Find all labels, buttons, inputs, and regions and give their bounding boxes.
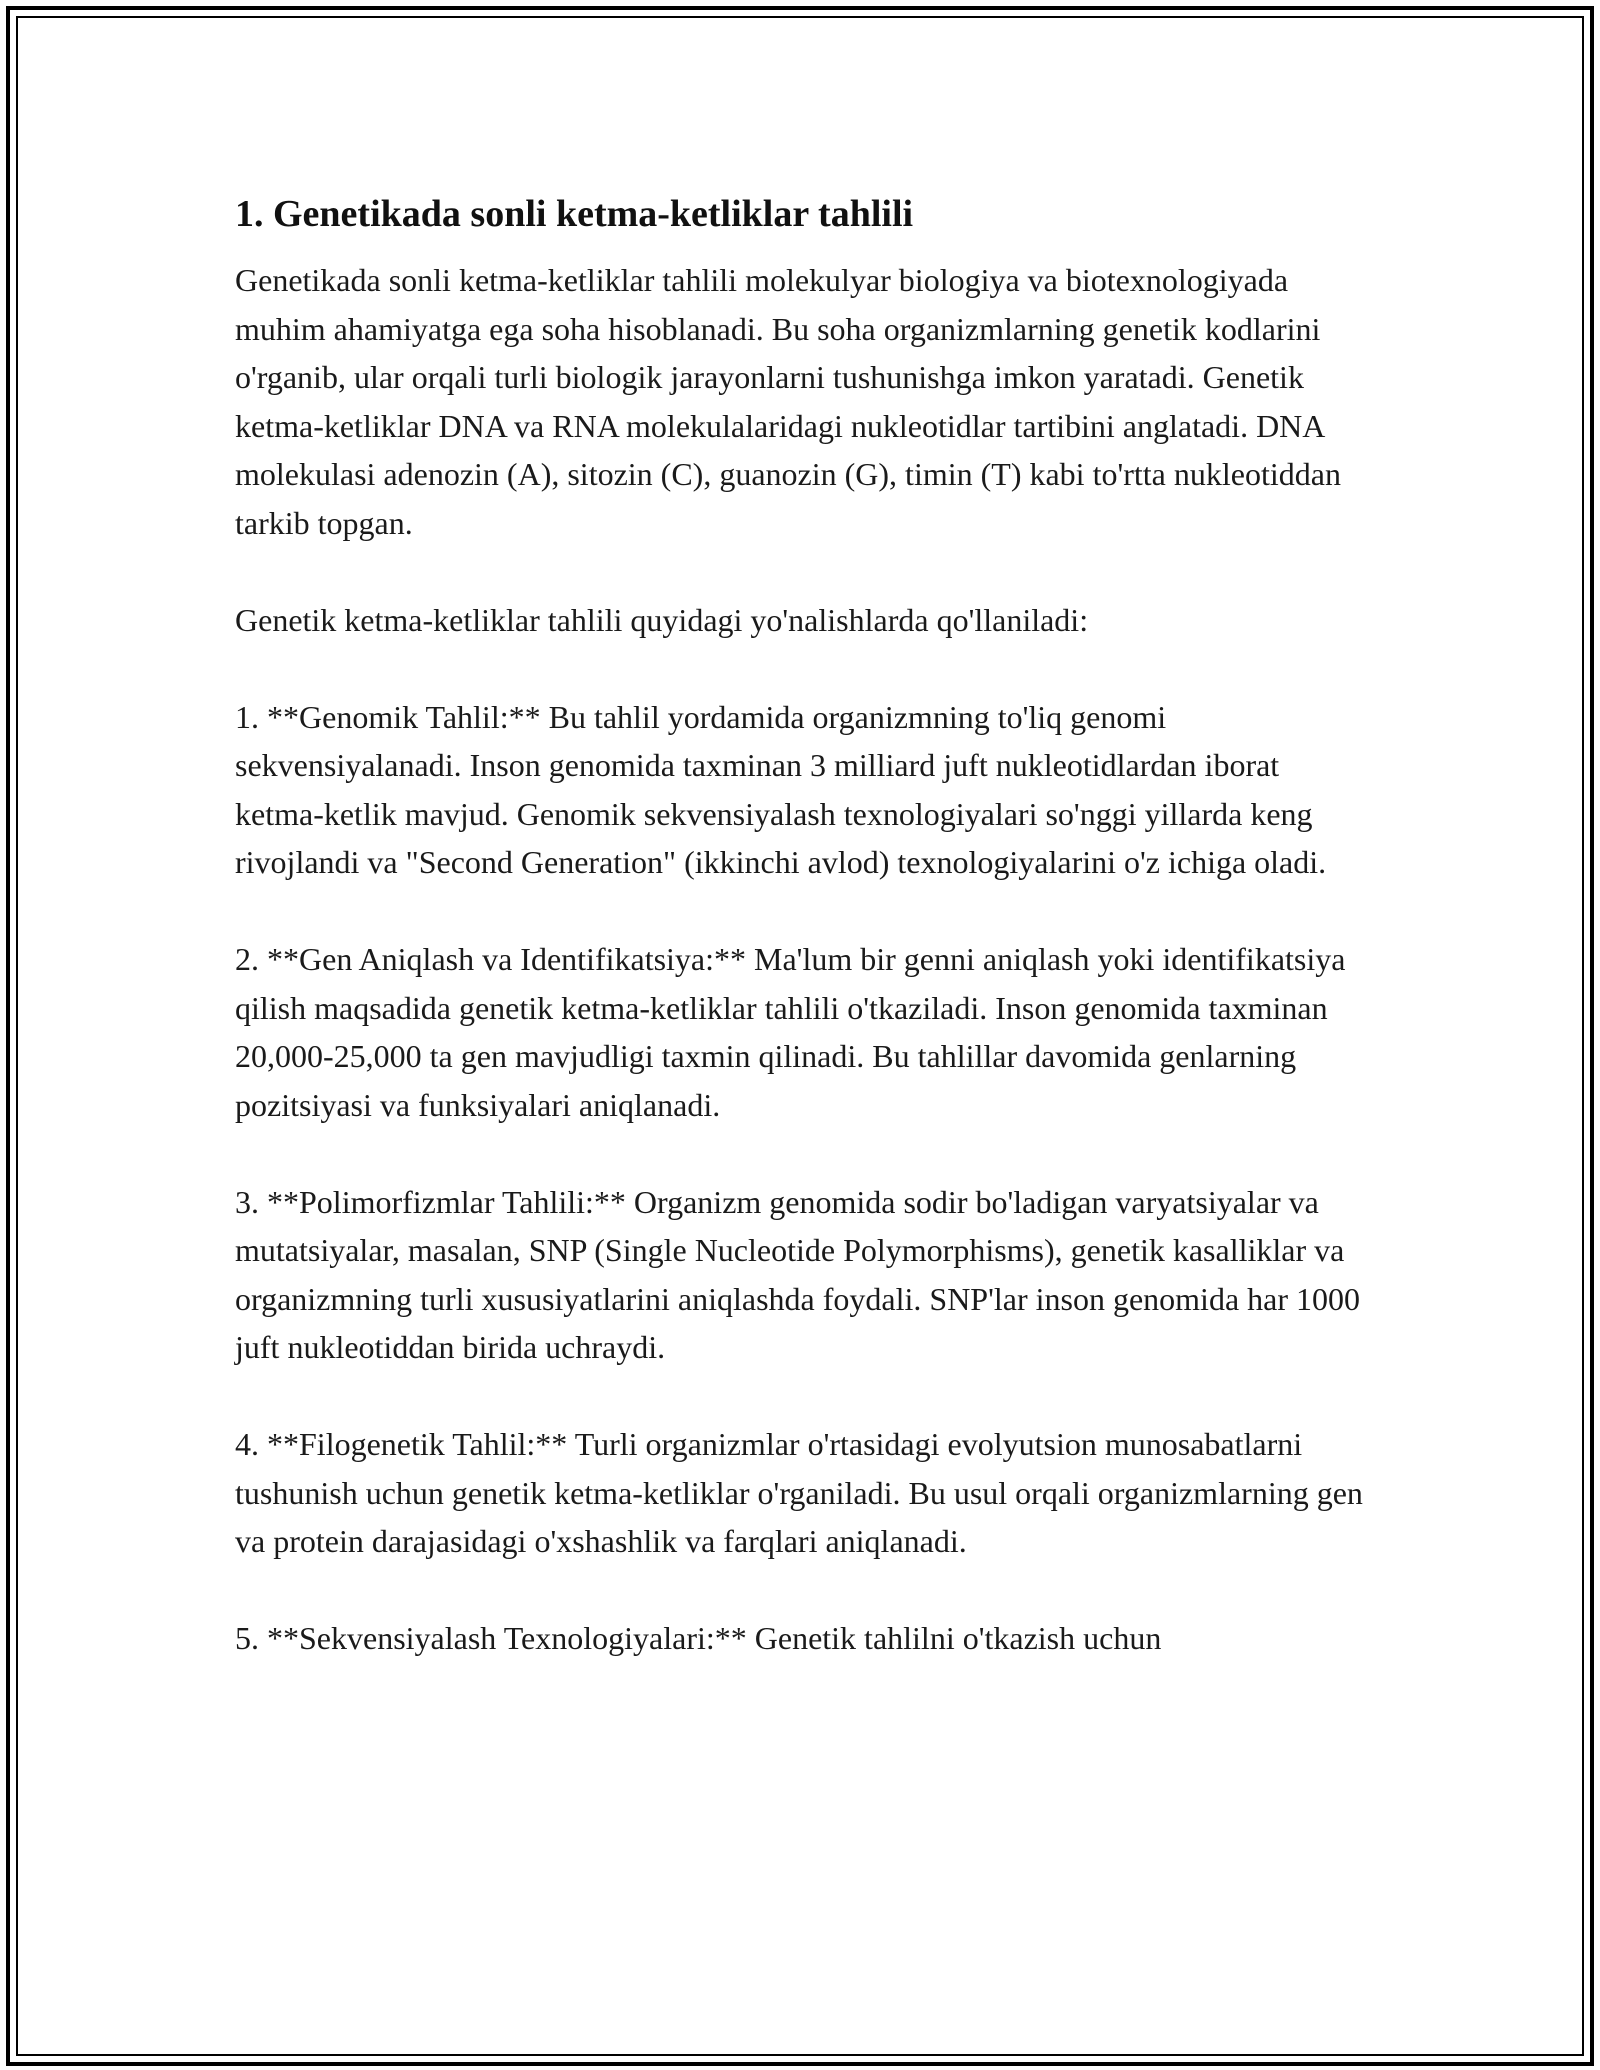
document-body xyxy=(235,188,1370,1663)
paragraph-intro: Genetikada sonli ketma-ketliklar tahlili molekulyar biologiya va biotexnologiyada muhim ahamiyatga ega soha hisoblanadi. Bu soha organizmlarning genetik kodlarini o'rganib, ular orqali turli biologik jarayonlarni tushunishga imkon yaratadi. Genetik ketma-ketliklar DNA va RNA molekulalaridagi nukleotidlar tartibini anglatadi. DNA molekulasi adenozin (A), sitozin (C), guanozin (G), timin (T) kabi to'rtta nukleotiddan tarkib topgan. xyxy=(235,262,1341,541)
list-item-gene-identification: 2. **Gen Aniqlash va Identifikatsiya:** Ma'lum bir genni aniqlash yoki identifikatsiya qilish maqsadida genetik ketma-ketliklar tahlili o'tkaziladi. Inson genomida taxminan 20,000-25,000 ta gen mavjudligi taxmin qilinadi. Bu tahlillar davomida genlarning pozitsiyasi va funksiyalari aniqlanadi. xyxy=(235,941,1346,1123)
list-item-polymorphism-analysis: 3. **Polimorfizmlar Tahlili:** Organizm genomida sodir bo'ladigan varyatsiyalar va mutatsiyalar, masalan, SNP (Single Nucleotide Polymorphisms), genetik kasalliklar va organizmning turli xususiyatlarini aniqlashda foydali. SNP'lar inson genomida har 1000 juft nukleotiddan birida uchraydi. xyxy=(235,1183,1360,1365)
list-item-phylogenetic-analysis: 4. **Filogenetik Tahlil:** Turli organizmlar o'rtasidagi evolyutsion munosabatlarni tushunish uchun genetik ketma-ketliklar o'rganiladi. Bu usul orqali organizmlarning gen va protein darajasidagi o'xshashlik va farqlari aniqlanadi. xyxy=(235,1426,1363,1559)
paragraph-applications-lead: Genetik ketma-ketliklar tahlili quyidagi yo'nalishlarda qo'llaniladi: xyxy=(235,601,1089,638)
list-item-genomic-analysis: 1. **Genomik Tahlil:** Bu tahlil yordamida organizmning to'liq genomi sekvensiyalanadi. Inson genomida taxminan 3 milliard juft nukleotidlardan iborat ketma-ketlik mavjud. Genomik sekvensiyalash texnologiyalari so'nggi yillarda keng rivojlandi va "Second Generation" (ikkinchi avlod) texnologiyalarini o'z ichiga oladi. xyxy=(235,698,1327,880)
section-heading: 1. Genetikada sonli ketma-ketliklar tahlili xyxy=(235,193,914,235)
list-item-sequencing-technologies: 5. **Sekvensiyalash Texnologiyalari:** Genetik tahlilni o'tkazish uchun xyxy=(235,1620,1162,1656)
